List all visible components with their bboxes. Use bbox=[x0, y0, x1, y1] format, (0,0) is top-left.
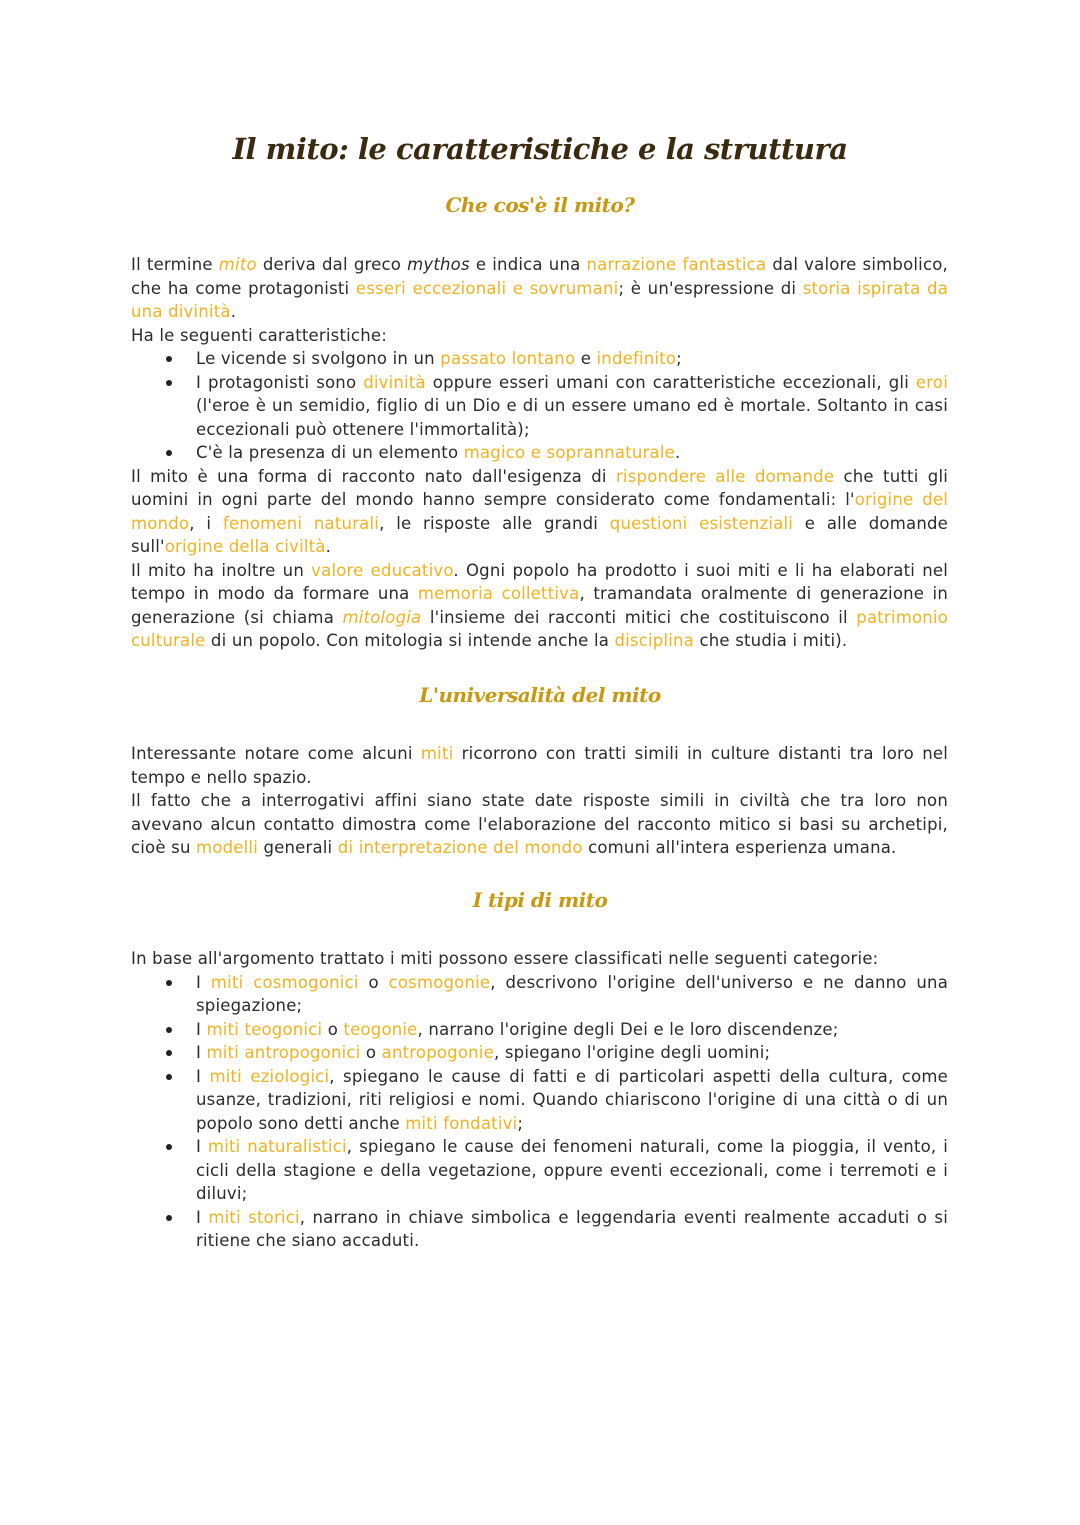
list-item: I miti antropogonici o antropogonie, spiegano l'origine degli uomini; bbox=[196, 1041, 948, 1065]
characteristics-list bbox=[131, 347, 948, 465]
paragraph: Ha le seguenti caratteristiche: bbox=[131, 325, 387, 345]
list-item: I miti cosmogonici o cosmogonie, descrivono l'origine dell'universo e ne danno una spiegazione; bbox=[196, 971, 948, 1018]
paragraph: In base all'argomento trattato i miti possono essere classificati nelle seguenti categorie: bbox=[131, 949, 879, 968]
list-item: Le vicende si svolgono in un passato lontano e indefinito; bbox=[196, 347, 948, 371]
list-item: I miti eziologici, spiegano le cause di fatti e di particolari aspetti della cultura, come usanze, tradizioni, riti religiosi e nomi. Quando chiariscono l'origine di una città o di un popolo sono detti anche miti fondativi; bbox=[196, 1065, 948, 1136]
paragraph: Il mito è una forma di racconto nato dall'esigenza di rispondere alle domande che tutti gli uomini in ogni parte del mondo hanno sempre considerato come fondamentali: l'origine del mondo, i fenomeni naturali, le risposte alle grandi questioni esistenziali e alle domande sull'origine della civiltà. bbox=[131, 466, 949, 556]
paragraph: Il termine mito deriva dal greco mythos e indica una narrazione fantastica dal valore simbolico, che ha come protagonisti esseri eccezionali e sovrumani; è un'espressione di storia ispirata da una divinità. bbox=[131, 255, 949, 321]
section-what-is-myth bbox=[131, 253, 948, 653]
section-heading-universality: L'universalità del mito bbox=[419, 683, 661, 707]
list-item: I miti storici, narrano in chiave simbolica e leggendaria eventi realmente accaduti o si ritiene che siano accaduti. bbox=[196, 1206, 948, 1253]
myth-types-list bbox=[131, 971, 948, 1253]
section-heading-what-is-myth: Che cos'è il mito? bbox=[445, 193, 635, 217]
paragraph: Il fatto che a interrogativi affini siano state date risposte simili in civiltà che tra loro non avevano alcun contatto dimostra come l'elaborazione del racconto mitico si basi su archetipi, cioè su modelli generali di interpretazione del mondo comuni all'intera esperienza umana. bbox=[131, 791, 948, 857]
section-universality bbox=[131, 742, 948, 860]
paragraph: Il mito ha inoltre un valore educativo. Ogni popolo ha prodotto i suoi miti e li ha elaborati nel tempo in modo da formare una memoria collettiva, tramandata oralmente di generazione in generazione (si chiama mitologia l'insieme dei racconti mitici che costituiscono il patrimonio culturale di un popolo. Con mitologia si intende anche la disciplina che studia i miti). bbox=[131, 560, 949, 650]
paragraph: Interessante notare come alcuni miti ricorrono con tratti simili in culture distanti tra loro nel tempo e nello spazio. bbox=[131, 744, 948, 787]
section-heading-myth-types: I tipi di mito bbox=[472, 888, 608, 912]
list-item: I miti naturalistici, spiegano le cause dei fenomeni naturali, come la pioggia, il vento, i cicli della stagione e della vegetazione, oppure eventi eccezionali, come i terremoti e i diluvi; bbox=[196, 1135, 948, 1206]
section-myth-types bbox=[131, 947, 948, 1253]
list-item: C'è la presenza di un elemento magico e soprannaturale. bbox=[196, 441, 948, 465]
list-item: I miti teogonici o teogonie, narrano l'origine degli Dei e le loro discendenze; bbox=[196, 1018, 948, 1042]
page-title: Il mito: le caratteristiche e la struttura bbox=[232, 132, 848, 166]
list-item: I protagonisti sono divinità oppure esseri umani con caratteristiche eccezionali, gli eroi (l'eroe è un semidio, figlio di un Dio e di un essere umano ed è mortale. Soltanto in casi eccezionali può ottenere l'immortalità); bbox=[196, 371, 948, 442]
